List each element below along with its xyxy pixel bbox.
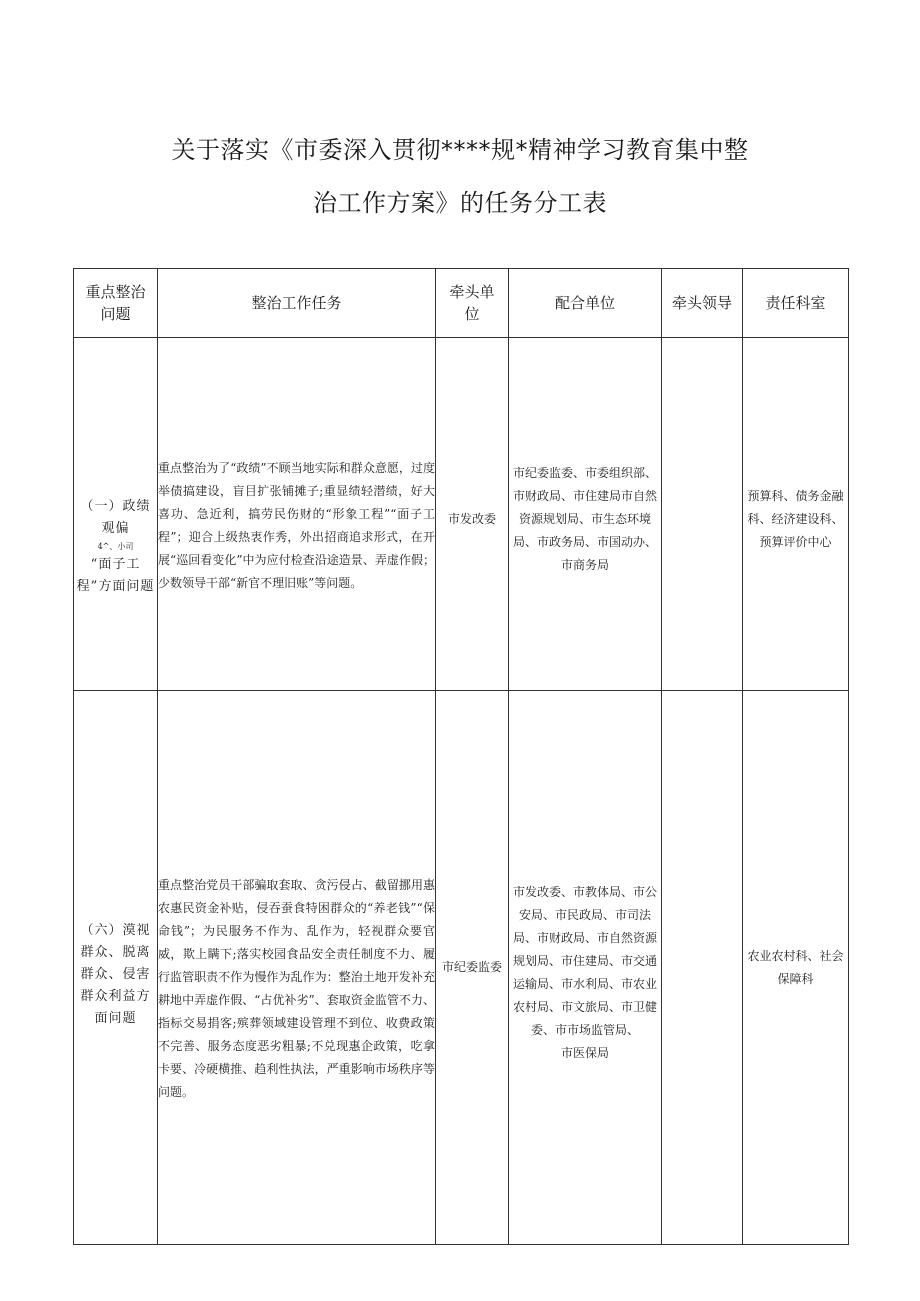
header-lead-unit	[436, 269, 509, 338]
document-title-line-1: 关于落实《市委深入贯彻****规*精神学习教育集中整	[171, 136, 749, 164]
task-cell: 重点整治为了“政绩”不顾当地实际和群众意愿，过度举债搞建设，盲目扩张铺摊子;重显绩轻潜绩，好大喜功、急近利，搞劳民伤财的“形象工程”“面子工程”；迎合上级热衷作秀，外出招商追求形式，在开展“巡回看变化”中为应付检查沿途造景、弄虚作假；少数领导干部“新官不理旧账”等问题。	[158, 338, 436, 691]
lead-leader-cell	[662, 691, 743, 1245]
coop-units-cell: 市纪委监委、市委组织部、市财政局、市住建局市自然资源规划局、市生态环境局、市政务局、市国动办、市商务局	[509, 338, 662, 691]
lead-unit-cell	[436, 338, 509, 691]
dept-cell: 预算科、债务金融科、经济建设科、预算评价中心	[743, 338, 849, 691]
header-lead-leader: 牵头领导	[662, 269, 743, 338]
issue-text-small: 4^、小司	[97, 542, 134, 551]
coop-units-text: 市发改委、市教体局、市公安局、市民政局、市司法局、市财政局、市自然资源规划局、市住建局、市交通运输局、市水利局、市农业农村局、市文旅局、市卫健委、市市场监管局、	[512, 884, 657, 1037]
header-dept: 责任科室	[743, 269, 849, 338]
task-cell: 重点整治党员干部骗取套取、贪污侵占、截留挪用惠农惠民资金补贴，侵吞蚕食特困群众的“养老钱”“保命钱”；为民服务不作为、乱作为，轻视群众要官威，欺上瞒下;落实校园食品安全责任制度不力、履行监管职责不作为慢作为乱作为：整治土地开发补充耕地中弄虚作假、“占优补劣”、套取资金监管不力、指标交易捐客;殡葬领域建设管理不到位、收费政策不完善、服务态度恶劣粗暴;不兑现惠企政策，吃拿卡要、冷硬横推、趋利性执法，严重影响市场秩序等问题。	[158, 691, 436, 1245]
issue-cell	[74, 338, 158, 691]
header-coop-units: 配合单位	[509, 269, 662, 338]
header-task: 整治工作任务	[158, 269, 436, 338]
dept-cell: 农业农村科、社会保障科	[743, 691, 849, 1245]
table-row	[74, 338, 849, 691]
lead-unit-cell	[436, 691, 509, 1245]
table-row	[74, 691, 849, 1245]
issue-text: （六）漠视群众、脱离群众、侵害群众利益方面问题	[80, 922, 151, 1026]
table-header-row	[74, 269, 849, 338]
header-lead-unit-label: 牵头单位	[449, 283, 495, 323]
issue-cell	[74, 691, 158, 1245]
coop-units-cell	[509, 691, 662, 1245]
lead-unit-text: 市纪委监委	[441, 960, 502, 974]
coop-units-last: 市医保局	[560, 1045, 609, 1060]
issue-text	[74, 430, 157, 598]
header-issue	[74, 269, 158, 338]
lead-leader-cell	[662, 338, 743, 691]
document-title-line-2: 治工作方案》的任务分工表	[313, 189, 607, 217]
issue-text-part2: “面子工程”方面问题	[76, 557, 155, 594]
header-issue-label: 重点整治问题	[85, 283, 146, 323]
task-assignment-table	[73, 268, 849, 1245]
lead-unit-text: 市发改委	[447, 511, 496, 526]
issue-text-part1: （一）政绩观偏	[80, 499, 151, 536]
